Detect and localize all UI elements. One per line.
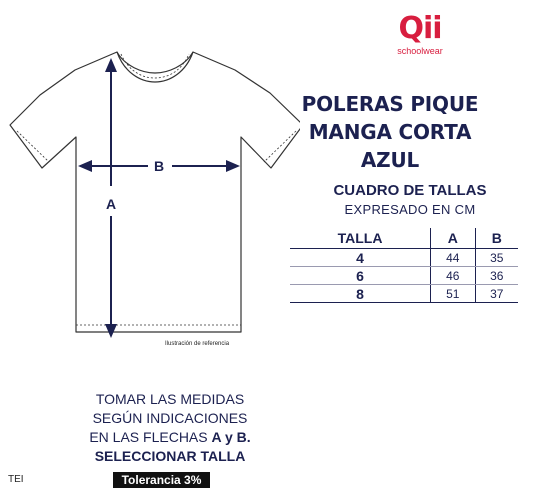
instruction-line-3-text: EN LAS FLECHAS	[89, 429, 212, 445]
size-cell: 4	[290, 249, 431, 267]
measure-a-cell: 44	[431, 249, 476, 267]
column-header-b: B	[475, 228, 518, 249]
column-header-a: A	[431, 228, 476, 249]
measure-a-cell: 46	[431, 267, 476, 285]
measure-b-cell: 37	[475, 285, 518, 303]
table-row	[290, 249, 518, 267]
product-title	[300, 90, 480, 174]
select-size-label: SELECCIONAR TALLA	[94, 448, 246, 464]
brand-tagline: schoolwear	[397, 46, 443, 56]
instruction-line-1: TOMAR LAS MEDIDAS	[95, 391, 245, 407]
size-chart-subtitle: EXPRESADO EN CM	[344, 202, 476, 217]
measure-a-cell: 51	[431, 285, 476, 303]
title-line-1: POLERAS PIQUE	[301, 92, 479, 116]
brand-logo	[385, 11, 455, 56]
tshirt-illustration	[0, 0, 300, 345]
table-header-row	[290, 228, 518, 249]
reference-caption: Ilustración de referencia	[165, 341, 230, 347]
column-header-size: TALLA	[290, 228, 431, 249]
measurement-instructions	[60, 390, 280, 466]
table-row	[290, 285, 518, 303]
instruction-arrows-label: A y B.	[211, 429, 251, 445]
measure-label-b: B	[154, 158, 165, 174]
measure-b-cell: 35	[475, 249, 518, 267]
brand-mark: Qii	[398, 11, 442, 46]
tolerance-badge: Tolerancia 3%	[113, 472, 210, 488]
table-row	[290, 267, 518, 285]
measure-b-cell: 36	[475, 267, 518, 285]
instruction-line-2: SEGÚN INDICACIONES	[92, 410, 248, 426]
size-cell: 8	[290, 285, 431, 303]
instruction-line-3	[60, 428, 280, 447]
size-cell: 6	[290, 267, 431, 285]
title-line-2: MANGA CORTA	[308, 120, 472, 144]
instruction-line-4	[60, 447, 280, 466]
product-code: TEI	[8, 474, 24, 485]
size-chart-title: CUADRO DE TALLAS	[333, 182, 487, 199]
size-table	[290, 228, 518, 303]
title-line-3: AZUL	[360, 148, 420, 172]
measure-label-a: A	[106, 196, 117, 212]
